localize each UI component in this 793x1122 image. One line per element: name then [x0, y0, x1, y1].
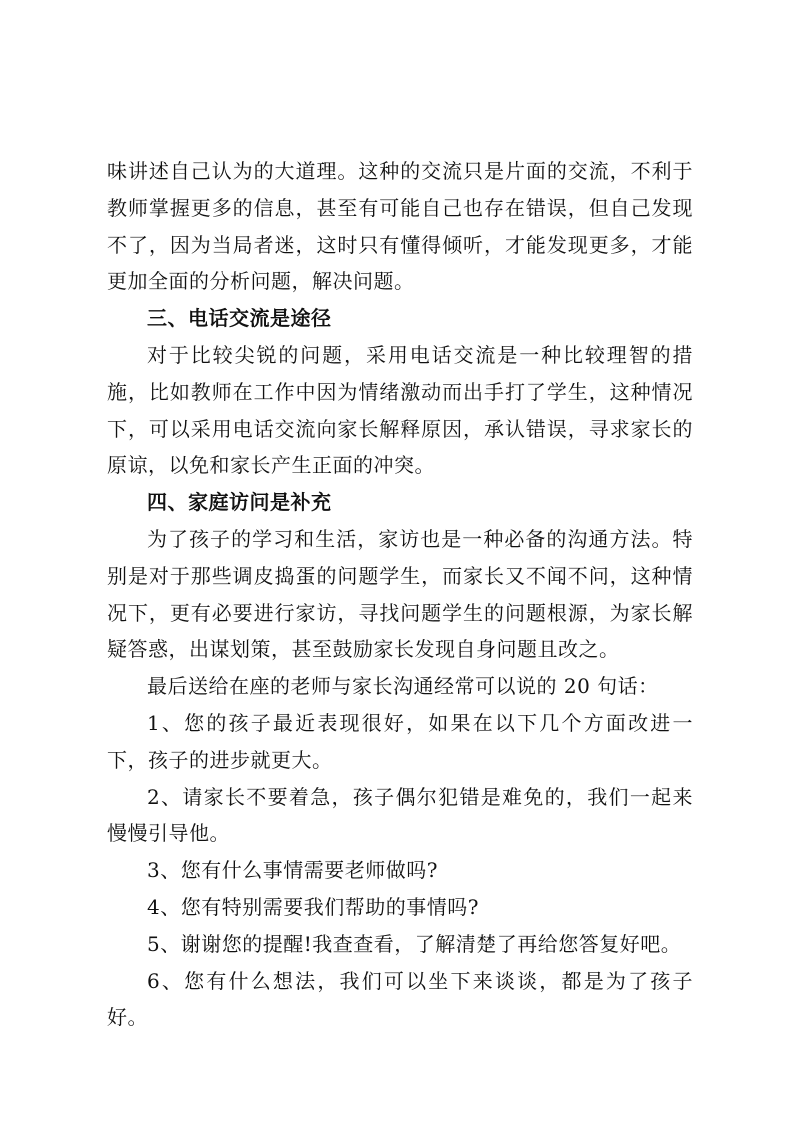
list-item: 3、您有什么事情需要老师做吗? [147, 858, 438, 883]
document-body [107, 153, 693, 1036]
paragraph-home-visit: 为了孩子的学习和生活，家访也是一种必备的沟通方法。特别是对于那些调皮捣蛋的问题学生，而家长又不闻不问，这种情况下，更有必要进行家访，寻找问题学生的问题根源，为家长解疑答惑，出谋划策，甚至鼓励家长发现自身问题且改之。 [107, 526, 693, 662]
section-heading-home-visit: 四、家庭访问是补充 [147, 490, 332, 515]
paragraph-continued: 味讲述自己认为的大道理。这种的交流只是片面的交流，不利于教师掌握更多的信息，甚至有可能自己也存在错误，但自己发现不了，因为当局者迷，这时只有懂得倾听，才能发现更多，才能更加全面的分析问题，解决问题。 [107, 159, 693, 294]
section-heading-phone: 三、电话交流是途径 [147, 306, 332, 331]
list-item: 6、您有什么想法，我们可以坐下来谈谈，都是为了孩子好。 [107, 968, 693, 1030]
paragraph-twenty-phrases-intro: 最后送给在座的老师与家长沟通经常可以说的 20 句话： [147, 674, 659, 699]
list-item: 5、谢谢您的提醒!我查查看，了解清楚了再给您答复好吧。 [147, 931, 682, 956]
paragraph-phone: 对于比较尖锐的问题，采用电话交流是一种比较理智的措施，比如教师在工作中因为情绪激动而出手打了学生，这种情况下，可以采用电话交流向家长解释原因，承认错误，寻求家长的原谅，以免和家长产生正面的冲突。 [107, 342, 693, 478]
list-item: 4、您有特别需要我们帮助的事情吗? [147, 894, 479, 919]
list-item: 2、请家长不要着急，孩子偶尔犯错是难免的，我们一起来慢慢引导他。 [107, 784, 693, 846]
list-item: 1、您的孩子最近表现很好，如果在以下几个方面改进一下，孩子的进步就更大。 [107, 710, 693, 772]
